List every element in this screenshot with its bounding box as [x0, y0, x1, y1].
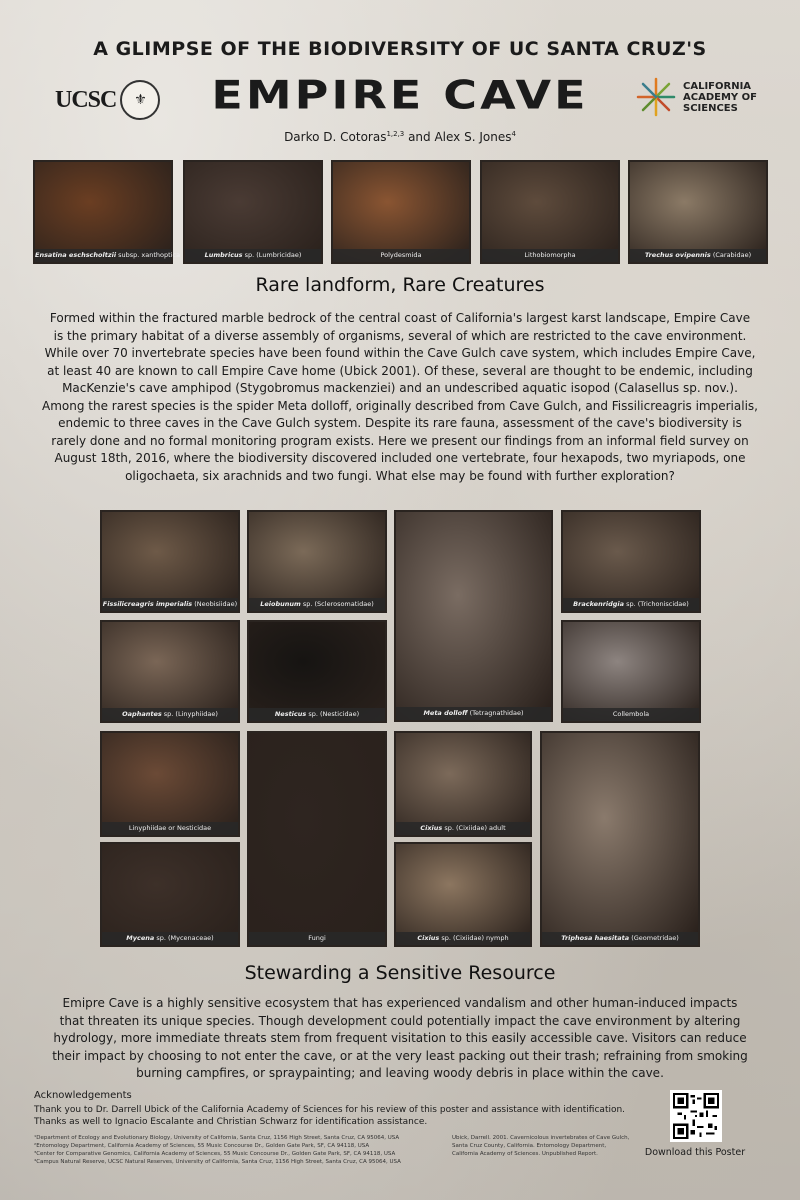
photo-caption — [102, 932, 238, 945]
photo-caption — [185, 249, 321, 262]
caption-family: sp. (Lumbricidae) — [242, 251, 302, 259]
qr-code-icon[interactable] — [670, 1090, 722, 1142]
caption-family: sp. (Mycenaceae) — [154, 934, 214, 942]
caption-species: Fissilicreagris imperialis — [102, 600, 193, 608]
poster-title: EMPIRE CAVE — [211, 72, 589, 118]
photo-caption — [102, 822, 238, 835]
caption-family: (Geometridae) — [629, 934, 679, 942]
grid_photos-photo — [540, 731, 700, 947]
photo-caption — [249, 932, 385, 945]
caption-species: Mycena — [126, 934, 155, 942]
caption-species: Trechus ovipennis — [644, 251, 711, 259]
caption-family: Fungi — [308, 934, 326, 942]
caption-species: Cixius — [420, 824, 443, 832]
caption-family: sp. (Sclerosomatidae) — [300, 600, 374, 608]
cas-logo — [635, 76, 757, 118]
caption-family: sp. (Nesticidae) — [306, 710, 360, 718]
poster-subtitle: A GLIMPSE OF THE BIODIVERSITY OF UC SANTA CRUZ'S — [93, 38, 707, 60]
section-title-stewarding: Stewarding a Sensitive Resource — [244, 962, 556, 984]
caption-species: Oaphantes — [122, 710, 162, 718]
caption-species: Nesticus — [274, 710, 307, 718]
caption-family: sp. (Linyphiidae) — [161, 710, 218, 718]
cas-burst-icon — [635, 76, 677, 118]
grid_photos-photo — [561, 510, 701, 613]
top_photos-photo — [331, 160, 471, 264]
stewarding-paragraph: Emipre Cave is a highly sensitive ecosystem that has experienced vandalism and other human-induced impacts that threaten its unique species. Though development could potentially impact the cave environment by altering hydrology, more immediate threats stem from frequent visitation to this easily accessible cave. Visitors can reduce their impact by choosing to not enter the cave, or at the very least packing out their trash; refraining from smoking burning campfires, or spraypainting; and leaving woody debris in place within the cave. — [52, 996, 748, 1080]
caption-family: subsp. xanthoptica — [116, 251, 181, 259]
caption-family: Polydesmida — [380, 251, 422, 259]
affiliation-footnotes: ¹Department of Ecology and Evolutionary Biology, University of California, Santa Cruz, 1156 High Street, Santa Cruz, CA 95064, USA ²Entomology Department, California Academy of Sciences, 55 Music Concourse Dr., Golden Gate Park, SF, CA 94118, USA ³Center for Comparative Genomics, California Academy of Sciences, 55 Music Concourse Dr., Golden Gate Park, SF, CA 94118, USA ⁴Campus Natural Reserve, UCSC Natural Reserves, University of California, Santa Cruz, 1156 High Street, Santa Cruz, CA 95064, USA — [34, 1135, 401, 1165]
caption-family: (Tetragnathidae) — [467, 709, 524, 717]
grid_photos-photo — [247, 510, 387, 613]
caption-species: Brackenridgia — [573, 600, 625, 608]
caption-family: sp. (Trichoniscidae) — [624, 600, 689, 608]
grid_photos-photo — [394, 731, 532, 837]
caption-family: Linyphiidae or Nesticidae — [128, 824, 212, 832]
photo-caption — [630, 249, 766, 262]
caption-species: Lumbricus — [204, 251, 243, 259]
caption-species: Ensatina eschscholtzii — [35, 251, 117, 259]
author-line: Darko D. Cotoras$^{1,2,3}$ and Alex S. Jones$^4$ — [284, 130, 516, 144]
uc-seal-icon: ⚜ — [120, 80, 160, 120]
photo-caption — [396, 822, 530, 835]
grid_photos-photo — [100, 731, 240, 837]
grid_photos-photo — [394, 842, 532, 947]
caption-species: Meta dolloff — [423, 709, 468, 717]
caption-family: sp. (Cixiidae) adult — [442, 824, 506, 832]
cas-wordmark: CALIFORNIA ACADEMY OF SCIENCES — [683, 80, 757, 114]
top_photos-photo — [480, 160, 620, 264]
grid_photos-photo — [100, 842, 240, 947]
photo-caption — [35, 249, 181, 262]
top_photos-photo — [183, 160, 323, 264]
grid_photos-photo — [100, 620, 240, 723]
photo-caption — [396, 932, 530, 945]
grid_photos-photo — [561, 620, 701, 723]
photo-caption — [482, 249, 618, 262]
top_photos-photo — [628, 160, 768, 264]
acknowledgements-title: Acknowledgements — [34, 1090, 132, 1101]
caption-species: Cixius — [417, 934, 440, 942]
caption-family: Lithobiomorpha — [524, 251, 576, 259]
photo-caption — [563, 598, 699, 611]
photo-caption — [542, 932, 698, 945]
caption-family: (Neobisiidae) — [192, 600, 238, 608]
download-poster-label[interactable]: Download this Poster — [644, 1147, 746, 1158]
photo-caption — [563, 708, 699, 721]
photo-caption — [249, 598, 385, 611]
caption-family: sp. (Cixiidae) nymph — [439, 934, 509, 942]
qr-pattern — [673, 1093, 719, 1139]
photo-caption — [102, 598, 238, 611]
section-title-rare: Rare landform, Rare Creatures — [255, 274, 545, 296]
photo-caption — [102, 708, 238, 721]
top_photos-photo — [33, 160, 181, 264]
grid_photos-photo — [247, 620, 387, 723]
reference-citation: Ubick, Darrell. 2001. Cavernicolous invertebrates of Cave Gulch, Santa Cruz County, California. Entomology Department, California Academy of Sciences. Unpublished Report. — [452, 1135, 630, 1157]
caption-family: (Carabidae) — [710, 251, 752, 259]
intro-paragraph: Formed within the fractured marble bedrock of the central coast of California's largest karst landscape, Empire Cave is the primary habitat of a diverse assembly of organisms, several of which are restricted to the cave environment. While over 70 invertebrate species have been found within the Cave Gulch cave system, which includes Empire Cave, at least 40 are known to call Empire Cave home (Ubick 2001). Of these, several are thought to be endemic, including MacKenzie's cave amphipod (Stygobromus mackenziei) and an undescribed aquatic isopod (Calasellus sp. nov.). Among the rarest species is the spider Meta dolloff, originally described from Cave Gulch, and Fissilicreagris imperialis, endemic to three caves in the Cave Gulch system. Despite its rare fauna, assessment of the cave's biodiversity is rarely done and no formal monitoring program exists. Here we present our findings from an informal field survey on August 18th, 2016, where the biodiversity discovered included one vertebrate, four hexapods, two myriapods, one oligochaeta, six arachnids and two fungi. What else may be found with further exploration? — [42, 311, 758, 483]
photo-caption — [396, 707, 551, 720]
grid_photos-photo — [247, 731, 387, 947]
grid_photos-photo — [100, 510, 240, 613]
caption-species: Leiobunum — [260, 600, 301, 608]
acknowledgements-body: Thank you to Dr. Darrell Ubick of the California Academy of Sciences for his review of this poster and assistance with identification. Thanks as well to Ignacio Escalante and Christian Schwarz for identification assistance. — [34, 1105, 626, 1127]
ucsc-wordmark: UCSC — [55, 86, 117, 113]
grid_photos-photo — [394, 510, 553, 722]
photo-caption — [249, 708, 385, 721]
photo-caption — [333, 249, 469, 262]
caption-family: Collembola — [612, 710, 650, 718]
caption-species: Triphosa haesitata — [561, 934, 630, 942]
